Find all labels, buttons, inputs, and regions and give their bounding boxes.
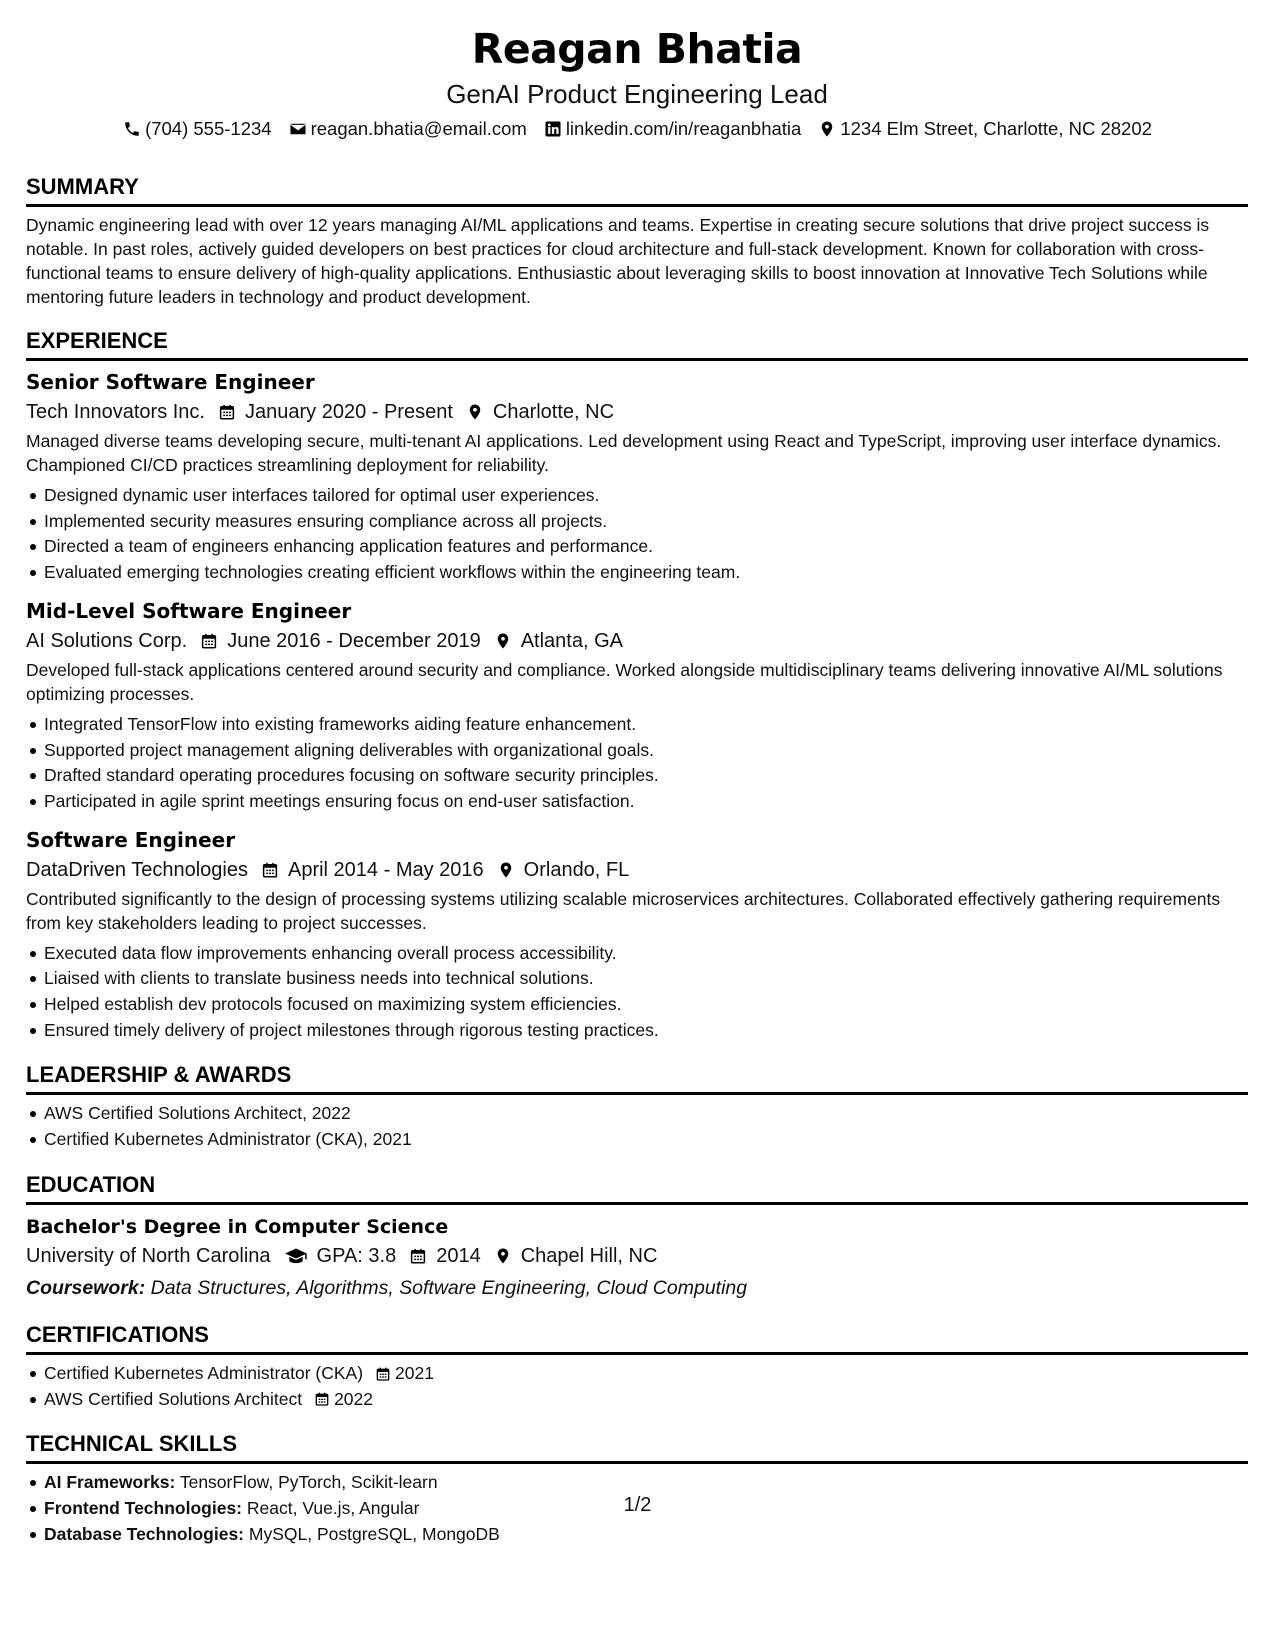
list-item: Liaised with clients to translate business needs into technical solutions. [26,966,1248,992]
experience-heading: EXPERIENCE [26,327,1248,361]
list-item: Evaluated emerging technologies creating efficient workflows within the engineering team. [26,560,1248,586]
job-description: Developed full-stack applications centered around security and compliance. Worked alongside multidisciplinary teams delivering innovative AI/ML solutions optimizing processes. [26,659,1223,704]
list-item: Drafted standard operating procedures focusing on software security principles. [26,763,1248,789]
page-indicator: 1/2 [623,1494,652,1516]
certification-year: 2022 [334,1388,374,1409]
education-location: Chapel Hill, NC [520,1244,658,1267]
resume-page [26,0,1248,1547]
education-degree: Bachelor's Degree in Computer Science [26,1215,449,1238]
map-pin-icon [493,1246,513,1266]
list-item: Supported project management aligning deliverables with organizational goals. [26,738,1248,764]
experience-section [26,327,1248,1043]
job-entry [26,825,1248,1044]
contact-email-text: reagan.bhatia@email.com [310,118,527,139]
skills-heading: TECHNICAL SKILLS [26,1430,1248,1464]
job-dates: January 2020 - Present [244,401,453,423]
envelope-icon [288,119,308,139]
summary-section [26,173,1248,309]
job-company: Tech Innovators Inc. [26,401,205,423]
education-heading: EDUCATION [26,1171,1248,1205]
job-title: Senior Software Engineer [26,370,315,394]
contact-phone[interactable] [122,117,272,141]
certifications-heading: CERTIFICATIONS [26,1321,1248,1355]
job-location: Atlanta, GA [520,629,623,652]
job-dates: June 2016 - December 2019 [227,629,481,652]
skill-values: TensorFlow, PyTorch, Scikit-learn [179,1472,438,1493]
contact-phone-text: (704) 555-1234 [145,118,272,139]
certification-year: 2021 [395,1362,434,1383]
job-company: AI Solutions Corp. [26,629,188,652]
job-dates: April 2014 - May 2016 [287,858,484,881]
coursework-label: Coursework: [26,1276,146,1299]
education-meta [26,1241,1248,1271]
list-item: Ensured timely delivery of project milestones through rigorous testing practices. [26,1018,1248,1044]
job-bullets [26,483,1248,586]
certification-name: AWS Certified Solutions Architect [44,1388,303,1409]
skill-category: AI Frameworks: [44,1472,176,1493]
skill-category: Database Technologies: [44,1523,245,1544]
summary-heading: SUMMARY [26,173,1248,207]
job-meta [26,855,1248,885]
education-section [26,1171,1248,1303]
education-year: 2014 [436,1244,481,1267]
map-pin-icon [496,860,516,880]
job-entry [26,596,1248,815]
linkedin-icon [543,119,563,139]
education-gpa: GPA: 3.8 [316,1244,397,1267]
contact-address [817,117,1152,141]
candidate-role: GenAI Product Engineering Lead [446,79,828,109]
coursework-text: Data Structures, Algorithms, Software Engineering, Cloud Computing [150,1276,748,1299]
graduation-cap-icon [283,1246,309,1266]
job-title: Software Engineer [26,827,236,852]
job-description: Contributed significantly to the design of processing systems utilizing scalable microservices architectures. Collaborated effectively gathering requirements from key stakeholders leading to project successes. [26,888,1221,933]
calendar-icon [260,860,280,880]
list-item: Participated in agile sprint meetings ensuring focus on end-user satisfaction. [26,789,1248,815]
education-coursework [26,1273,1248,1303]
awards-section [26,1061,1248,1152]
job-location: Charlotte, NC [492,401,615,423]
list-item: Directed a team of engineers enhancing application features and performance. [26,534,1248,560]
map-pin-icon [493,631,513,651]
contact-email[interactable] [288,117,527,141]
calendar-icon [314,1391,330,1407]
contact-address-text: 1234 Elm Street, Charlotte, NC 28202 [840,118,1152,139]
resume-header [26,0,1248,141]
job-bullets [26,941,1248,1044]
calendar-icon [375,1366,391,1382]
contact-bar [26,117,1248,141]
job-meta [26,397,1248,427]
list-item: Certified Kubernetes Administrator (CKA), 2021 [26,1127,1248,1153]
map-pin-icon [465,402,485,422]
skills-section [26,1430,1248,1547]
list-item: Helped establish dev protocols focused on maximizing system efficiencies. [26,992,1248,1018]
calendar-icon [199,631,219,651]
candidate-name: Reagan Bhatia [471,25,803,73]
awards-list [26,1101,1248,1152]
summary-text: Dynamic engineering lead with over 12 years managing AI/ML applications and teams. Expertise in creating secure solutions that drive project success is notable. In past roles, actively guided developers on best practices for cloud architecture and full-stack development. Known for collaboration with cross-functional teams to ensure delivery of high-quality applications. Enthusiastic about leveraging skills to boost innovation at Innovative Tech Solutions while mentoring future leaders in technology and product development. [26,215,1210,307]
list-item [26,1361,1248,1387]
list-item: AWS Certified Solutions Architect, 2022 [26,1101,1248,1127]
list-item: Integrated TensorFlow into existing frameworks aiding feature enhancement. [26,712,1248,738]
list-item [26,1387,1248,1413]
certification-name: Certified Kubernetes Administrator (CKA) [44,1362,364,1383]
list-item [26,1522,1248,1548]
contact-linkedin-text: linkedin.com/in/reaganbhatia [565,118,802,139]
education-school: University of North Carolina [26,1244,271,1267]
job-title: Mid-Level Software Engineer [26,598,352,623]
list-item: Designed dynamic user interfaces tailored for optimal user experiences. [26,483,1248,509]
job-entry [26,367,1248,586]
job-bullets [26,712,1248,815]
calendar-icon [217,402,237,422]
list-item: Implemented security measures ensuring compliance across all projects. [26,509,1248,535]
contact-linkedin[interactable] [543,117,802,141]
list-item: Executed data flow improvements enhancing overall process accessibility. [26,941,1248,967]
job-description: Managed diverse teams developing secure, multi-tenant AI applications. Led development using React and TypeScript, improving user interface dynamics. Championed CI/CD practices streamlining deployment for reliability. [26,431,1222,475]
phone-icon [122,119,142,139]
skill-values: React, Vue.js, Angular [246,1497,420,1518]
certifications-section [26,1321,1248,1412]
map-pin-icon [817,119,837,139]
awards-heading: LEADERSHIP & AWARDS [26,1061,1248,1095]
calendar-icon [408,1246,428,1266]
job-company: DataDriven Technologies [26,858,248,881]
skill-values: MySQL, PostgreSQL, MongoDB [248,1523,500,1544]
job-meta [26,626,1248,656]
skill-category: Frontend Technologies: [44,1497,243,1518]
job-location: Orlando, FL [523,858,630,881]
certifications-list [26,1361,1248,1412]
